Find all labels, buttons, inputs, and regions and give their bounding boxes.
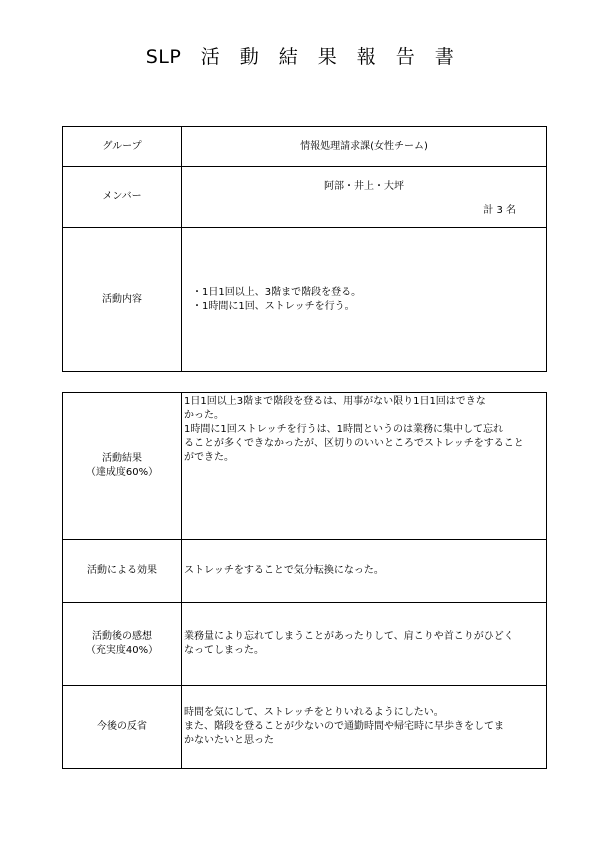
document-title: SLP 活 動 結 果 報 告 書 — [145, 46, 455, 68]
reflect-cell — [182, 686, 547, 769]
member-names: 阿部・井上・大坪 — [324, 181, 404, 192]
member-label: メンバー — [63, 167, 182, 228]
activity-result-table — [62, 392, 547, 769]
group-row — [63, 127, 547, 167]
thought-row — [63, 603, 547, 686]
result-line: かった。 — [184, 410, 224, 421]
reflect-line: かないたいと思った — [184, 735, 274, 746]
result-line: 1日1回以上3階まで階段を登るは、用事がない限り1日1回はできな — [184, 396, 486, 407]
result-cell — [182, 393, 547, 540]
member-count: 計 3 名 — [483, 205, 516, 216]
reflect-line: 時間を気にして、ストレッチをとりいれるようにしたい。 — [184, 707, 444, 718]
reflect-line: また、階段を登ることが少ないので通勤時間や帰宅時に早歩きをしてま — [184, 721, 504, 732]
content-row — [63, 228, 547, 372]
result-line: 1時間に1回ストレッチを行うは、1時間というのは業務に集中して忘れ — [184, 424, 503, 435]
result-sublabel: （達成度60%） — [85, 467, 159, 478]
group-value: 情報処理請求課(女性チーム) — [182, 127, 547, 167]
activity-info-table — [62, 126, 547, 372]
group-label: グループ — [63, 127, 182, 167]
result-label-cell — [63, 393, 182, 540]
member-cell — [182, 167, 547, 228]
result-line: ることが多くできなかったが、区切りのいいところでストレッチをすること — [184, 438, 524, 449]
content-label: 活動内容 — [63, 228, 182, 372]
thought-line: なってしまった。 — [184, 645, 264, 656]
content-cell — [182, 228, 547, 372]
member-row — [63, 167, 547, 228]
effect-label: 活動による効果 — [63, 540, 182, 603]
reflect-row — [63, 686, 547, 769]
result-row — [63, 393, 547, 540]
effect-value: ストレッチをすることで気分転換になった。 — [182, 540, 547, 603]
thought-sublabel: （充実度40%） — [85, 645, 159, 656]
reflect-label: 今後の反省 — [63, 686, 182, 769]
content-line: ・1時間に1回、ストレッチを行う。 — [192, 300, 355, 312]
content-list — [182, 286, 546, 314]
result-line: ができた。 — [184, 452, 234, 463]
effect-row — [63, 540, 547, 603]
thought-line: 業務量により忘れてしまうことがあったりして、肩こりや首こりがひどく — [184, 631, 514, 642]
result-label: 活動結果 — [102, 453, 142, 464]
thought-label-cell — [63, 603, 182, 686]
content-line: ・1日1回以上、3階まで階段を登る。 — [192, 286, 362, 298]
thought-cell — [182, 603, 547, 686]
thought-label: 活動後の感想 — [92, 631, 152, 642]
